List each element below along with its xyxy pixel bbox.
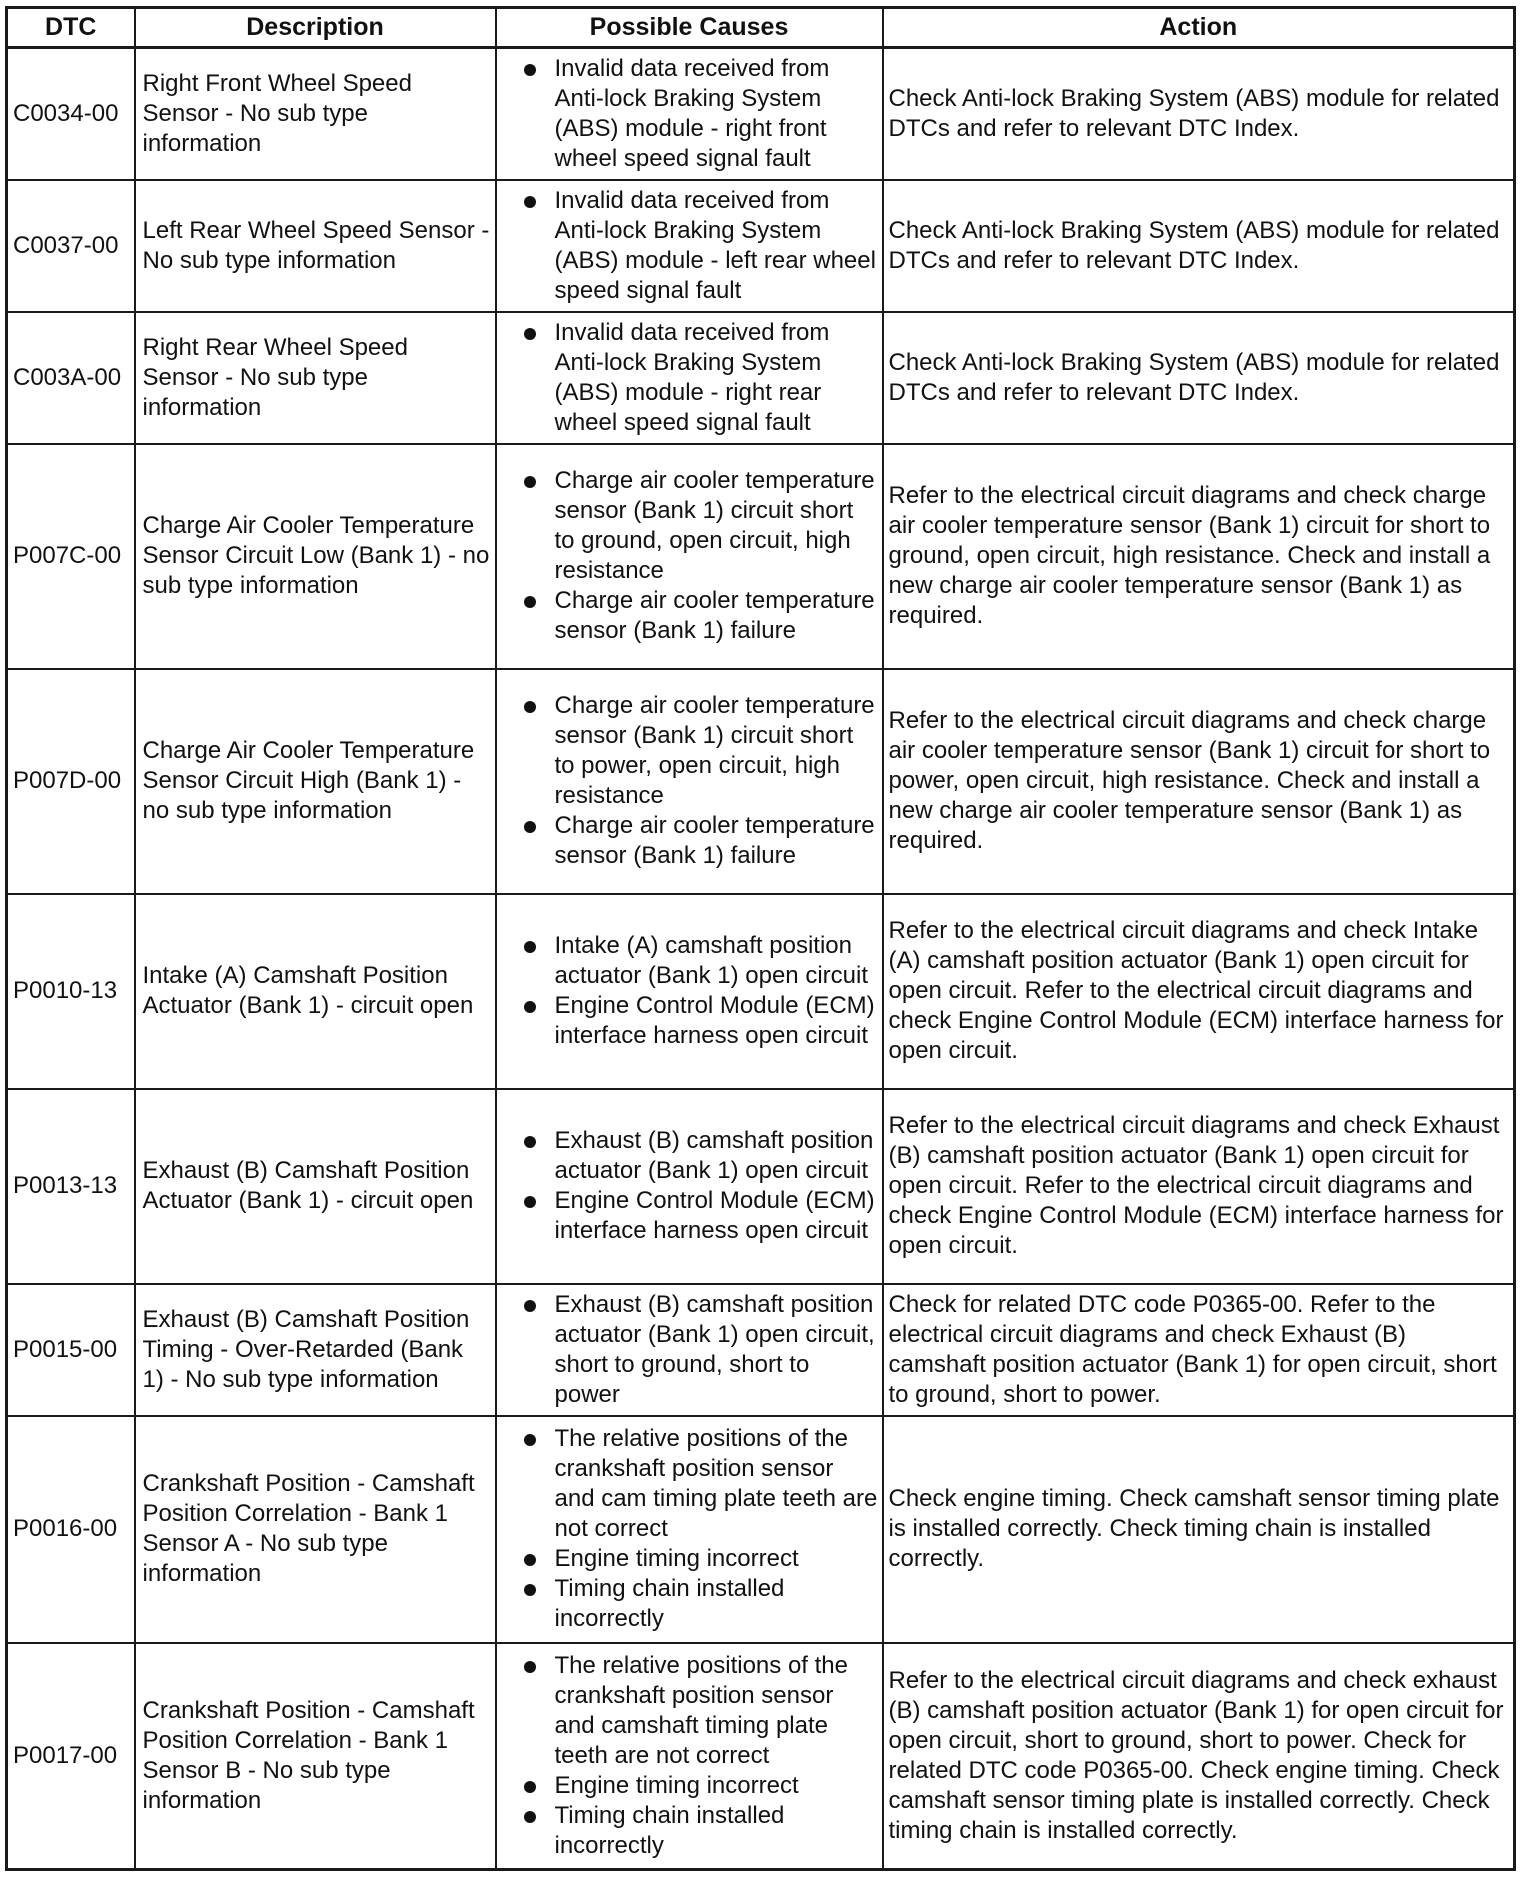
header-dtc: DTC [7, 8, 135, 48]
possible-causes [496, 180, 883, 312]
cause-item: Charge air cooler temperature sensor (Bank 1) failure [501, 586, 878, 646]
dtc-description: Exhaust (B) Camshaft Position Actuator (Bank 1) - circuit open [135, 1089, 496, 1284]
possible-causes [496, 312, 883, 444]
causes-list [501, 54, 878, 174]
cause-item: Timing chain installed incorrectly [501, 1574, 878, 1634]
dtc-code: P007C-00 [7, 444, 135, 669]
cause-item: Invalid data received from Anti-lock Braking System (ABS) module - left rear wheel speed signal fault [501, 186, 878, 306]
table-row [7, 312, 1515, 444]
dtc-code: P0010-13 [7, 894, 135, 1089]
cause-item: Exhaust (B) camshaft position actuator (Bank 1) open circuit [501, 1126, 878, 1186]
dtc-action: Check Anti-lock Braking System (ABS) module for related DTCs and refer to relevant DTC Index. [883, 180, 1515, 312]
dtc-description: Charge Air Cooler Temperature Sensor Circuit High (Bank 1) - no sub type information [135, 669, 496, 894]
possible-causes [496, 669, 883, 894]
possible-causes [496, 894, 883, 1089]
dtc-code: P0015-00 [7, 1284, 135, 1416]
dtc-action: Check Anti-lock Braking System (ABS) module for related DTCs and refer to relevant DTC Index. [883, 48, 1515, 180]
dtc-code: P007D-00 [7, 669, 135, 894]
causes-list [501, 1651, 878, 1861]
table-row [7, 180, 1515, 312]
table-row [7, 1416, 1515, 1643]
cause-item: Engine Control Module (ECM) interface harness open circuit [501, 991, 878, 1051]
cause-item: Engine Control Module (ECM) interface harness open circuit [501, 1186, 878, 1246]
table-header [7, 8, 1515, 48]
cause-item: Invalid data received from Anti-lock Braking System (ABS) module - right rear wheel speed signal fault [501, 318, 878, 438]
dtc-code: C003A-00 [7, 312, 135, 444]
causes-list [501, 466, 878, 646]
causes-list [501, 318, 878, 438]
table-row [7, 894, 1515, 1089]
table-row [7, 1284, 1515, 1416]
dtc-description: Crankshaft Position - Camshaft Position Correlation - Bank 1 Sensor B - No sub type information [135, 1643, 496, 1870]
dtc-description: Intake (A) Camshaft Position Actuator (Bank 1) - circuit open [135, 894, 496, 1089]
table-row [7, 669, 1515, 894]
dtc-action: Refer to the electrical circuit diagrams and check charge air cooler temperature sensor (Bank 1) circuit for short to power, open circuit, high resistance. Check and install a new charge air cooler temperature sensor (Bank 1) as required. [883, 669, 1515, 894]
dtc-description: Left Rear Wheel Speed Sensor - No sub type information [135, 180, 496, 312]
cause-item: Exhaust (B) camshaft position actuator (Bank 1) open circuit, short to ground, short to power [501, 1290, 878, 1410]
cause-item: Charge air cooler temperature sensor (Bank 1) circuit short to power, open circuit, high resistance [501, 691, 878, 811]
dtc-action: Refer to the electrical circuit diagrams and check exhaust (B) camshaft position actuator (Bank 1) for open circuit for open circuit, short to ground, short to power. Check for related DTC code P0365-00. Check engine timing. Check camshaft sensor timing plate is installed correctly. Check timing chain is installed correctly. [883, 1643, 1515, 1870]
dtc-action: Check engine timing. Check camshaft sensor timing plate is installed correctly. Check timing chain is installed correctly. [883, 1416, 1515, 1643]
table-body [7, 48, 1515, 1870]
dtc-action: Refer to the electrical circuit diagrams and check Exhaust (B) camshaft position actuator (Bank 1) open circuit for open circuit. Refer to the electrical circuit diagrams and check Engine Control Module (ECM) interface harness for open circuit. [883, 1089, 1515, 1284]
dtc-action: Check for related DTC code P0365-00. Refer to the electrical circuit diagrams and check Exhaust (B) camshaft position actuator (Bank 1) for open circuit, short to ground, short to power. [883, 1284, 1515, 1416]
causes-list [501, 1126, 878, 1246]
cause-item: Charge air cooler temperature sensor (Bank 1) circuit short to ground, open circuit, high resistance [501, 466, 878, 586]
dtc-document [5, 6, 1513, 1878]
cause-item: Charge air cooler temperature sensor (Bank 1) failure [501, 811, 878, 871]
cause-item: Engine timing incorrect [501, 1544, 878, 1574]
dtc-code: P0016-00 [7, 1416, 135, 1643]
dtc-action: Refer to the electrical circuit diagrams and check Intake (A) camshaft position actuator (Bank 1) open circuit for open circuit. Refer to the electrical circuit diagrams and check Engine Control Module (ECM) interface harness for open circuit. [883, 894, 1515, 1089]
dtc-description: Crankshaft Position - Camshaft Position Correlation - Bank 1 Sensor A - No sub type information [135, 1416, 496, 1643]
table-row [7, 48, 1515, 180]
cause-item: Timing chain installed incorrectly [501, 1801, 878, 1861]
possible-causes [496, 444, 883, 669]
header-description: Description [135, 8, 496, 48]
causes-list [501, 931, 878, 1051]
dtc-table [5, 6, 1516, 1871]
header-row [7, 8, 1515, 48]
cause-item: Intake (A) camshaft position actuator (Bank 1) open circuit [501, 931, 878, 991]
cause-item: The relative positions of the crankshaft position sensor and cam timing plate teeth are not correct [501, 1424, 878, 1544]
cause-item: Engine timing incorrect [501, 1771, 878, 1801]
causes-list [501, 1290, 878, 1410]
dtc-description: Right Rear Wheel Speed Sensor - No sub type information [135, 312, 496, 444]
dtc-code: C0034-00 [7, 48, 135, 180]
causes-list [501, 691, 878, 871]
dtc-action: Refer to the electrical circuit diagrams and check charge air cooler temperature sensor (Bank 1) circuit for short to ground, open circuit, high resistance. Check and install a new charge air cooler temperature sensor (Bank 1) as required. [883, 444, 1515, 669]
dtc-code: C0037-00 [7, 180, 135, 312]
possible-causes [496, 1416, 883, 1643]
causes-list [501, 1424, 878, 1634]
cause-item: Invalid data received from Anti-lock Braking System (ABS) module - right front wheel speed signal fault [501, 54, 878, 174]
possible-causes [496, 48, 883, 180]
possible-causes [496, 1284, 883, 1416]
header-possible-causes: Possible Causes [496, 8, 883, 48]
dtc-description: Right Front Wheel Speed Sensor - No sub type information [135, 48, 496, 180]
cause-item: The relative positions of the crankshaft position sensor and camshaft timing plate teeth are not correct [501, 1651, 878, 1771]
dtc-description: Charge Air Cooler Temperature Sensor Circuit Low (Bank 1) - no sub type information [135, 444, 496, 669]
dtc-code: P0013-13 [7, 1089, 135, 1284]
header-action: Action [883, 8, 1515, 48]
table-row [7, 1643, 1515, 1870]
causes-list [501, 186, 878, 306]
possible-causes [496, 1643, 883, 1870]
table-row [7, 1089, 1515, 1284]
table-row [7, 444, 1515, 669]
dtc-action: Check Anti-lock Braking System (ABS) module for related DTCs and refer to relevant DTC Index. [883, 312, 1515, 444]
dtc-code: P0017-00 [7, 1643, 135, 1870]
dtc-description: Exhaust (B) Camshaft Position Timing - Over-Retarded (Bank 1) - No sub type information [135, 1284, 496, 1416]
possible-causes [496, 1089, 883, 1284]
